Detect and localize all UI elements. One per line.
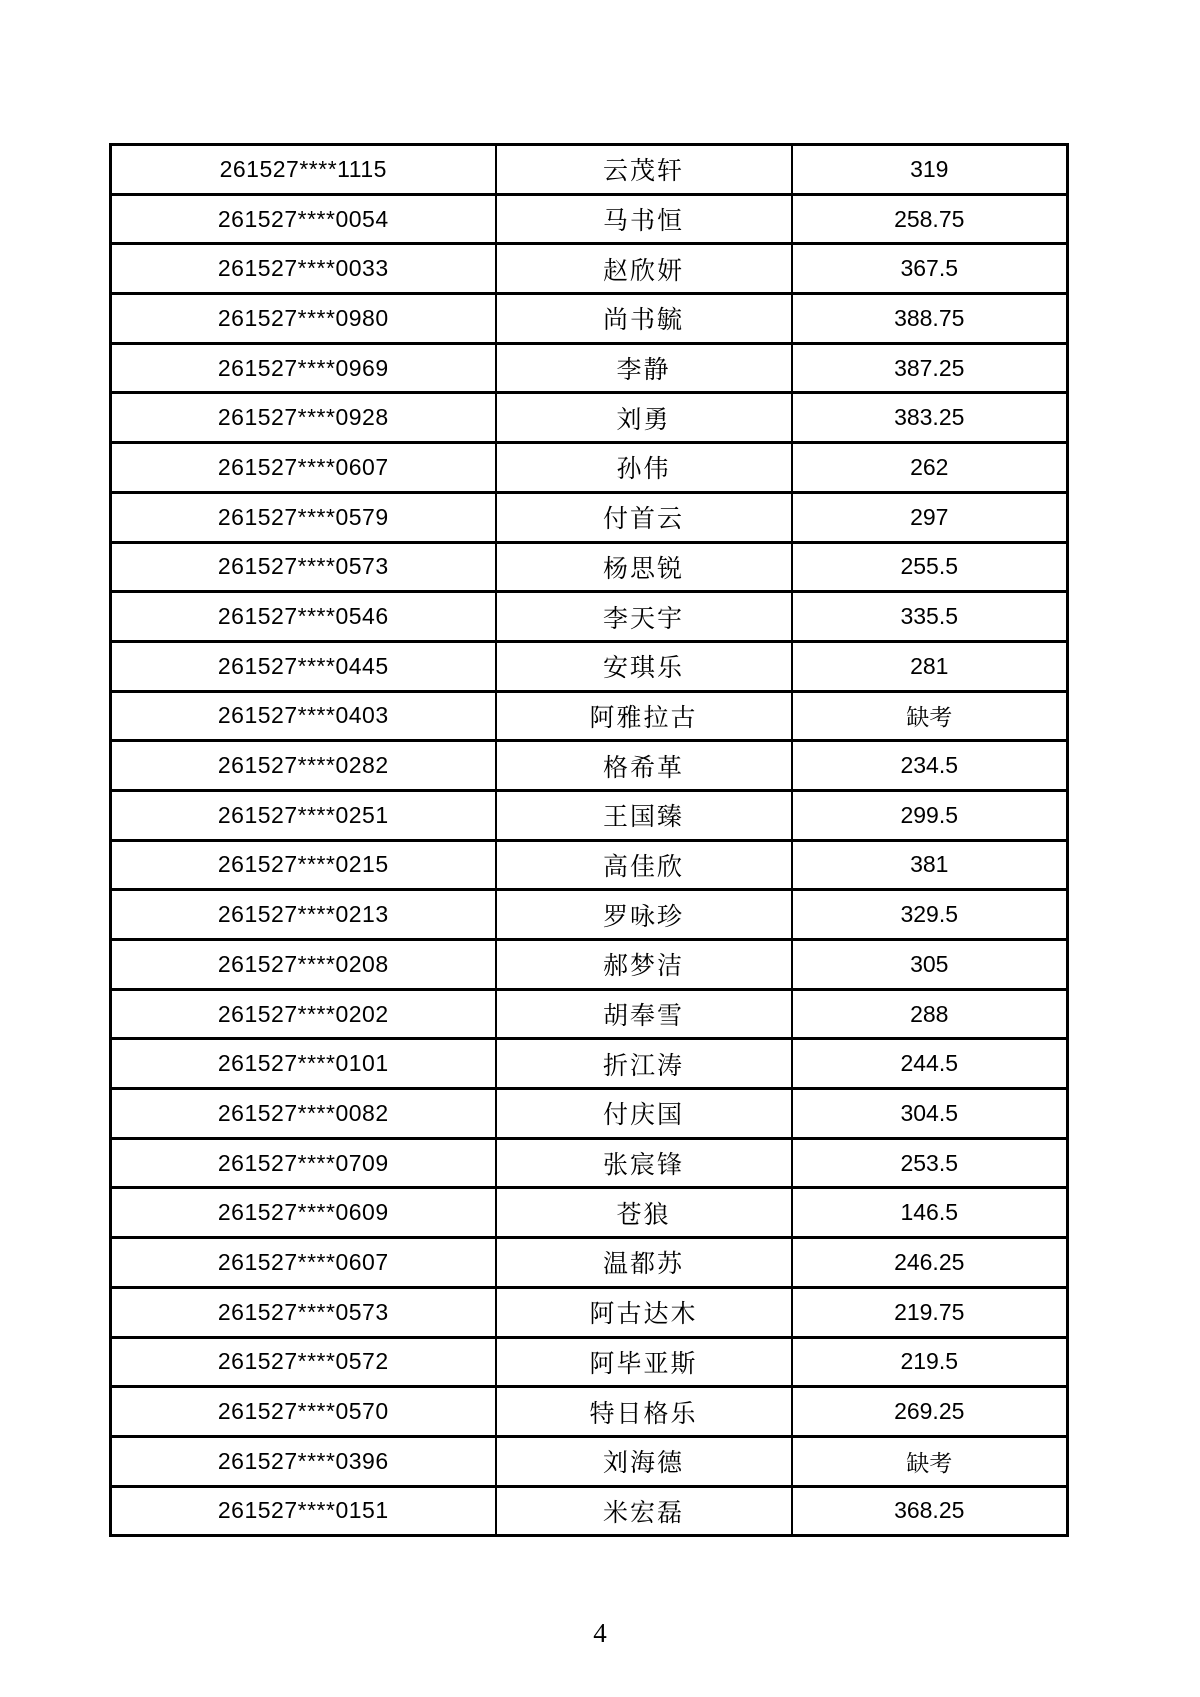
table-row [111, 1337, 1068, 1387]
score-cell: 253.5 [792, 1138, 1068, 1188]
candidate-id-cell: 261527****0396 [111, 1436, 496, 1486]
score-cell: 219.5 [792, 1337, 1068, 1387]
candidate-id-cell: 261527****0573 [111, 1287, 496, 1337]
candidate-id-cell: 261527****0579 [111, 492, 496, 542]
table-row [111, 1089, 1068, 1139]
candidate-id-cell: 261527****0282 [111, 741, 496, 791]
table-row [111, 1387, 1068, 1437]
score-table [109, 143, 1069, 1537]
table-row [111, 244, 1068, 294]
score-cell: 244.5 [792, 1039, 1068, 1089]
table-row [111, 741, 1068, 791]
table-row [111, 194, 1068, 244]
candidate-name-cell: 张宸锋 [496, 1138, 792, 1188]
table-row [111, 890, 1068, 940]
score-table-body [111, 145, 1068, 1536]
candidate-id-cell: 261527****0054 [111, 194, 496, 244]
table-row [111, 1486, 1068, 1536]
table-row [111, 393, 1068, 443]
score-cell: 269.25 [792, 1387, 1068, 1437]
score-cell: 305 [792, 940, 1068, 990]
candidate-name-cell: 赵欣妍 [496, 244, 792, 294]
candidate-id-cell: 261527****0609 [111, 1188, 496, 1238]
score-cell: 299.5 [792, 790, 1068, 840]
table-row [111, 492, 1068, 542]
candidate-id-cell: 261527****0572 [111, 1337, 496, 1387]
table-row [111, 343, 1068, 393]
table-row [111, 145, 1068, 195]
table-row [111, 542, 1068, 592]
candidate-id-cell: 261527****0202 [111, 989, 496, 1039]
candidate-id-cell: 261527****0573 [111, 542, 496, 592]
candidate-name-cell: 马书恒 [496, 194, 792, 244]
table-row [111, 1138, 1068, 1188]
score-cell: 缺考 [792, 1436, 1068, 1486]
score-cell: 219.75 [792, 1287, 1068, 1337]
table-row [111, 294, 1068, 344]
table-row [111, 1436, 1068, 1486]
candidate-name-cell: 付首云 [496, 492, 792, 542]
table-row [111, 641, 1068, 691]
candidate-name-cell: 米宏磊 [496, 1486, 792, 1536]
candidate-id-cell: 261527****0980 [111, 294, 496, 344]
candidate-name-cell: 格希革 [496, 741, 792, 791]
candidate-name-cell: 郝梦洁 [496, 940, 792, 990]
candidate-name-cell: 特日格乐 [496, 1387, 792, 1437]
table-row [111, 1287, 1068, 1337]
candidate-id-cell: 261527****0570 [111, 1387, 496, 1437]
candidate-name-cell: 尚书毓 [496, 294, 792, 344]
candidate-name-cell: 高佳欣 [496, 840, 792, 890]
score-cell: 262 [792, 443, 1068, 493]
score-cell: 388.75 [792, 294, 1068, 344]
candidate-id-cell: 261527****0607 [111, 443, 496, 493]
table-row [111, 989, 1068, 1039]
candidate-name-cell: 李天宇 [496, 592, 792, 642]
candidate-name-cell: 罗咏珍 [496, 890, 792, 940]
table-row [111, 443, 1068, 493]
candidate-name-cell: 阿雅拉古 [496, 691, 792, 741]
candidate-id-cell: 261527****0445 [111, 641, 496, 691]
candidate-id-cell: 261527****0403 [111, 691, 496, 741]
candidate-name-cell: 阿毕亚斯 [496, 1337, 792, 1387]
candidate-name-cell: 杨思锐 [496, 542, 792, 592]
table-row [111, 592, 1068, 642]
score-cell: 297 [792, 492, 1068, 542]
candidate-id-cell: 261527****0208 [111, 940, 496, 990]
score-cell: 383.25 [792, 393, 1068, 443]
candidate-id-cell: 261527****0151 [111, 1486, 496, 1536]
score-cell: 335.5 [792, 592, 1068, 642]
table-row [111, 840, 1068, 890]
candidate-id-cell: 261527****0928 [111, 393, 496, 443]
candidate-name-cell: 安琪乐 [496, 641, 792, 691]
candidate-id-cell: 261527****0709 [111, 1138, 496, 1188]
candidate-id-cell: 261527****0607 [111, 1238, 496, 1288]
score-cell: 258.75 [792, 194, 1068, 244]
candidate-id-cell: 261527****0546 [111, 592, 496, 642]
score-cell: 288 [792, 989, 1068, 1039]
candidate-name-cell: 折江涛 [496, 1039, 792, 1089]
score-cell: 281 [792, 641, 1068, 691]
score-cell: 246.25 [792, 1238, 1068, 1288]
candidate-id-cell: 261527****0033 [111, 244, 496, 294]
candidate-id-cell: 261527****0969 [111, 343, 496, 393]
score-cell: 319 [792, 145, 1068, 195]
score-cell: 329.5 [792, 890, 1068, 940]
candidate-id-cell: 261527****0101 [111, 1039, 496, 1089]
candidate-id-cell: 261527****0213 [111, 890, 496, 940]
candidate-name-cell: 胡奉雪 [496, 989, 792, 1039]
table-row [111, 1188, 1068, 1238]
table-row [111, 1039, 1068, 1089]
score-cell: 368.25 [792, 1486, 1068, 1536]
candidate-name-cell: 付庆国 [496, 1089, 792, 1139]
table-row [111, 790, 1068, 840]
candidate-name-cell: 苍狼 [496, 1188, 792, 1238]
candidate-name-cell: 阿古达木 [496, 1287, 792, 1337]
score-cell: 387.25 [792, 343, 1068, 393]
score-cell: 234.5 [792, 741, 1068, 791]
candidate-name-cell: 云茂轩 [496, 145, 792, 195]
candidate-name-cell: 刘海德 [496, 1436, 792, 1486]
table-row [111, 691, 1068, 741]
candidate-name-cell: 李静 [496, 343, 792, 393]
score-cell: 146.5 [792, 1188, 1068, 1238]
score-cell: 255.5 [792, 542, 1068, 592]
candidate-name-cell: 刘勇 [496, 393, 792, 443]
candidate-id-cell: 261527****1115 [111, 145, 496, 195]
page-number: 4 [593, 1618, 607, 1648]
candidate-id-cell: 261527****0251 [111, 790, 496, 840]
table-row [111, 940, 1068, 990]
score-cell: 304.5 [792, 1089, 1068, 1139]
score-cell: 缺考 [792, 691, 1068, 741]
score-cell: 367.5 [792, 244, 1068, 294]
score-cell: 381 [792, 840, 1068, 890]
candidate-name-cell: 孙伟 [496, 443, 792, 493]
table-row [111, 1238, 1068, 1288]
candidate-id-cell: 261527****0082 [111, 1089, 496, 1139]
candidate-name-cell: 温都苏 [496, 1238, 792, 1288]
candidate-name-cell: 王国臻 [496, 790, 792, 840]
candidate-id-cell: 261527****0215 [111, 840, 496, 890]
